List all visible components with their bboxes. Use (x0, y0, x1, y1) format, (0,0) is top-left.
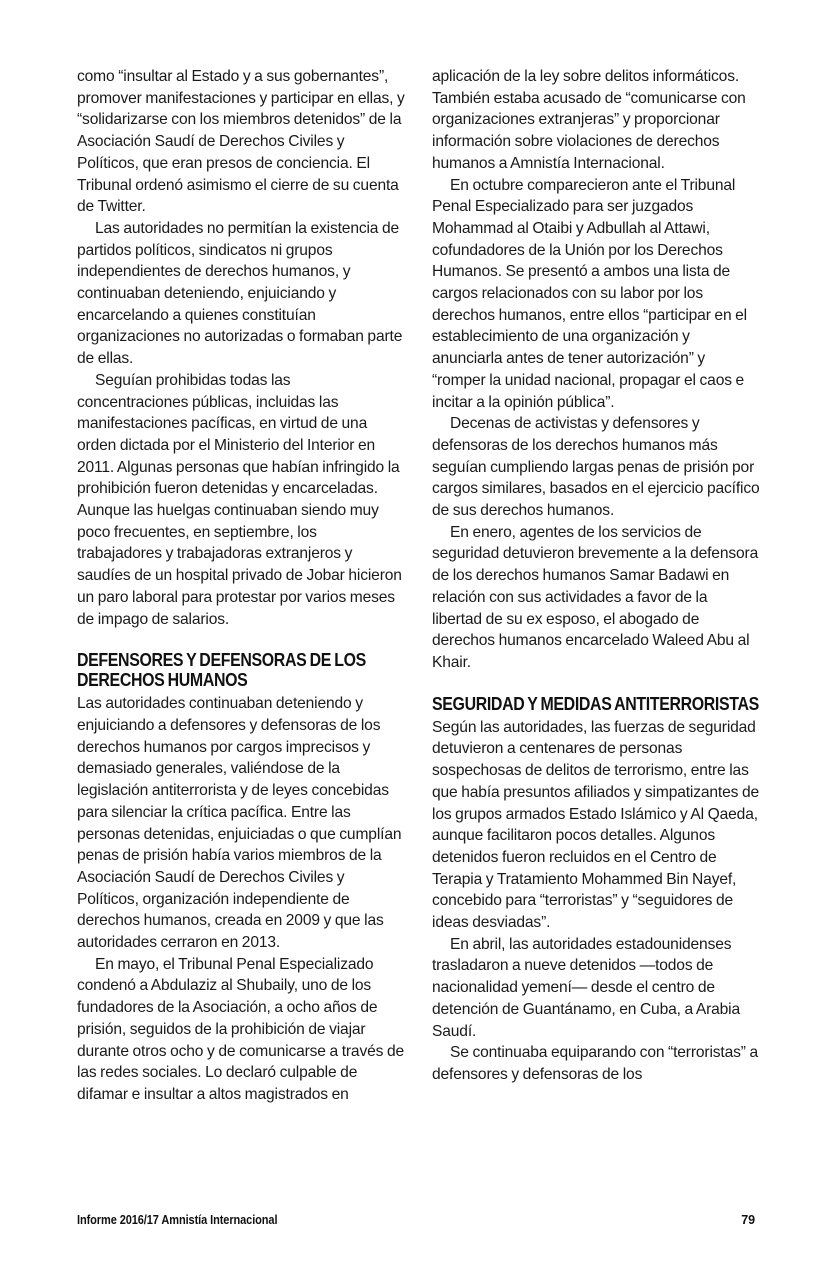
paragraph: Se continuaba equiparando con “terroristas” a defensores y defensoras de los (432, 1044, 759, 1083)
paragraph: Seguían prohibidas todas las concentraciones públicas, incluidas las manifestaciones pacíficas, en virtud de una orden dictada por el Ministerio del Interior en 2011. Algunas personas que habían infringido la prohibición fueron detenidas y encarceladas. Aunque las huelgas continuaban siendo muy poco frecuentes, en septiembre, los trabajadores y trabajadoras extranjeros y saudíes de un hospital privado de Jobar hicieron un paro laboral para protestar por varios meses de impago de salarios. (77, 371, 402, 628)
paragraph: Según las autoridades, las fuerzas de seguridad detuvieron a centenares de personas sospechosas de delitos de terrorismo, entre las que había presuntos afiliados y simpatizantes de los grupos armados Estado Islámico y Al Qaeda, aunque facilitaron pocos detalles. Algunos detenidos fueron recluidos en el Centro de Terapia y Tratamiento Mohammed Bin Nayef, concebido para “terroristas” y “seguidores de ideas desviadas”. (432, 718, 760, 932)
left-column (77, 66, 405, 1106)
paragraph: Las autoridades continuaban deteniendo y enjuiciando a defensores y defensoras de los derechos humanos por cargos imprecisos y demasiado generales, valiéndose de la legislación antiterrorista y de leyes concebidas para silenciar la crítica pacífica. Entre las personas detenidas, enjuiciadas o que cumplían penas de prisión había varios miembros de la Asociación Saudí de Derechos Civiles y Políticos, organización independiente de derechos humanos, creada en 2009 y que las autoridades cerraron en 2013. (77, 695, 402, 952)
paragraph: En abril, las autoridades estadounidenses trasladaron a nueve detenidos —todos de nacionalidad yemení— desde el centro de detención de Guantánamo, en Cuba, a Arabia Saudí. (432, 935, 741, 1040)
paragraph: Las autoridades no permitían la existencia de partidos políticos, sindicatos ni grupos independientes de derechos humanos, y continuaban deteniendo, enjuiciando y encarcelando a quienes constituían organizaciones no autorizadas o formaban parte de ellas. (77, 219, 403, 368)
paragraph: En octubre comparecieron ante el Tribunal Penal Especializado para ser juzgados Mohammad al Otaibi y Adbullah al Attawi, cofundadores de la Unión por los Derechos Humanos. Se presentó a ambos una lista de cargos relacionados con su labor por los derechos humanos, entre ellos “participar en el establecimiento de una organización y anunciarla antes de tener autorización” y “romper la unidad nacional, propagar el caos e incitar a la opinión pública”. (432, 176, 747, 411)
paragraph: aplicación de la ley sobre delitos informáticos. También estaba acusado de “comunicarse con organizaciones extranjeras” y proporcionar información sobre violaciones de derechos humanos a Amnistía Internacional. (432, 68, 746, 172)
right-column (432, 66, 760, 1086)
section-heading-security-counterterrorism: SEGURIDAD Y MEDIDAS ANTITERRORISTAS (432, 692, 759, 714)
footer-publication-title: Informe 2016/17 Amnistía Internacional (77, 1213, 278, 1227)
paragraph: En mayo, el Tribunal Penal Especializado condenó a Abdulaziz al Shubaily, uno de los fundadores de la Asociación, a ocho años de prisión, seguidos de la prohibición de viajar durante otros ocho y de comunicarse a través de las redes sociales. Lo declaró culpable de difamar e insultar a altos magistrados en (77, 955, 405, 1103)
paragraph: como “insultar al Estado y a sus gobernantes”, promover manifestaciones y participar en ellas, y “solidarizarse con los miembros detenidos” de la Asociación Saudí de Derechos Civiles y Políticos, que eran presos de conciencia. El Tribunal ordenó asimismo el cierre de su cuenta de Twitter. (77, 68, 405, 216)
footer-page-number: 79 (741, 1213, 755, 1227)
section-heading-human-rights-defenders: DEFENSORES Y DEFENSORAS DE LOS DERECHOS HUMANOS (77, 649, 366, 691)
paragraph: En enero, agentes de los servicios de seguridad detuvieron brevemente a la defensora de los derechos humanos Samar Badawi en relación con sus actividades a favor de la libertad de su ex esposo, el abogado de derechos humanos encarcelado Waleed Abu al Khair. (432, 523, 759, 671)
paragraph: Decenas de activistas y defensores y defensoras de los derechos humanos más seguían cumpliendo largas penas de prisión por cargos similares, basados en el ejercicio pacífico de sus derechos humanos. (432, 415, 760, 520)
